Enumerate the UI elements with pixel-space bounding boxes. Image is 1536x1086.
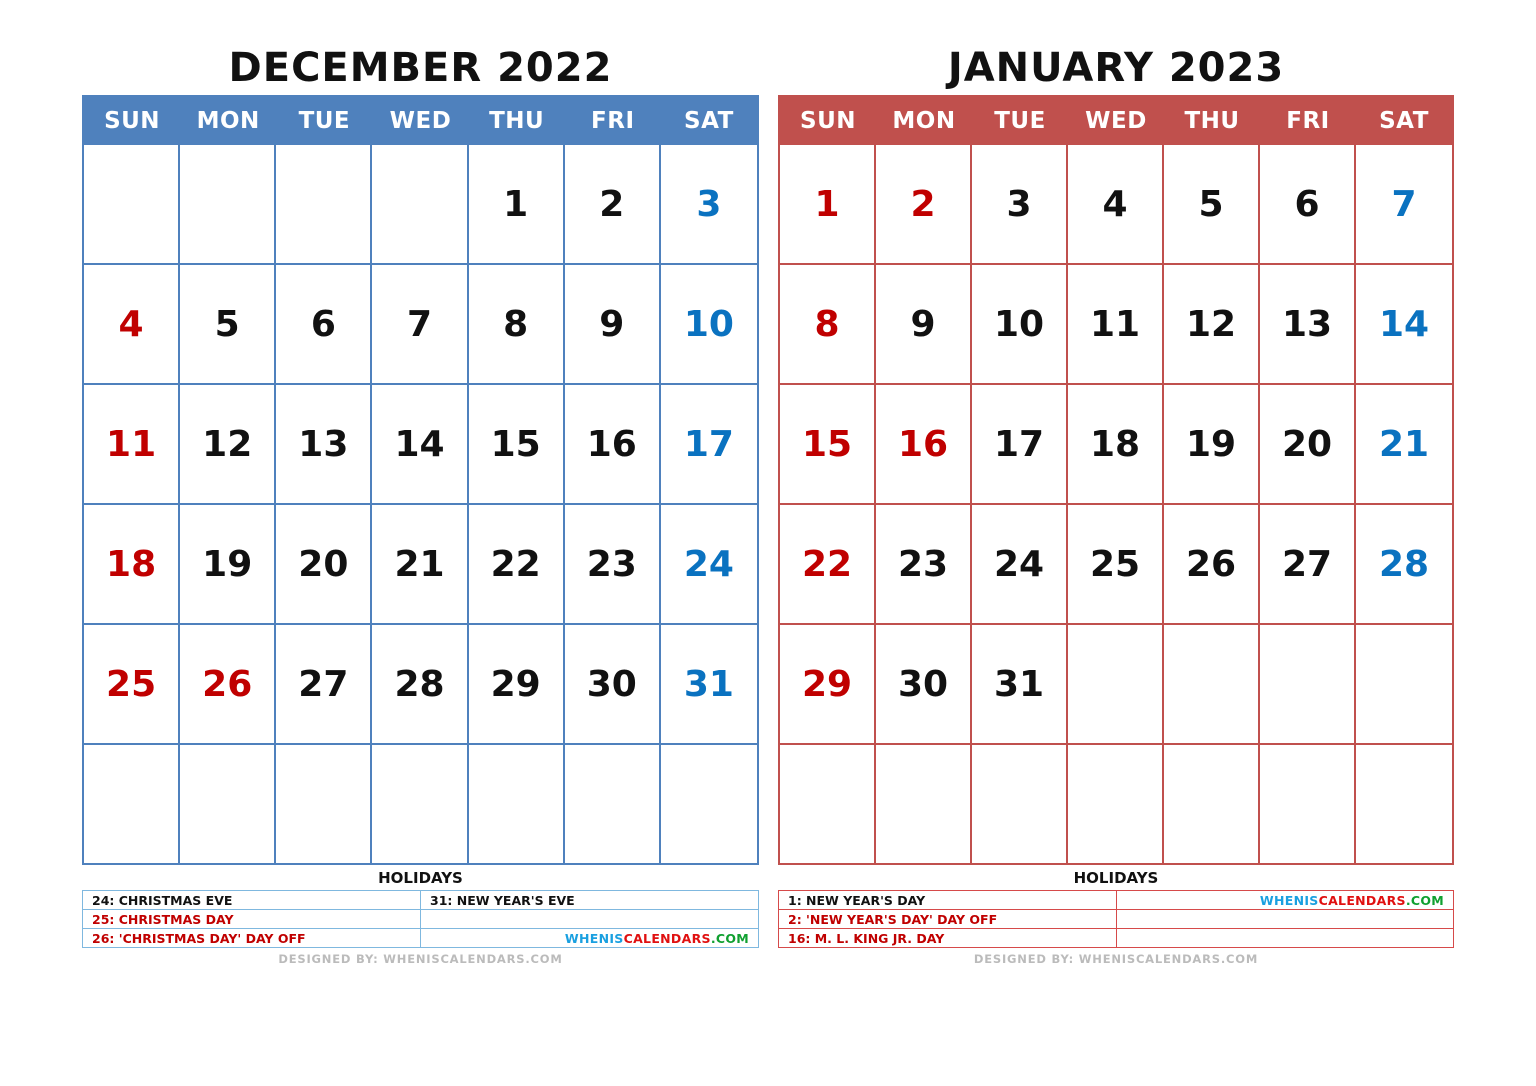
day-cell: 15	[469, 383, 565, 503]
day-cell: 23	[565, 503, 661, 623]
holiday-entry: 25: CHRISTMAS DAY	[83, 910, 421, 929]
holiday-empty	[1116, 910, 1454, 929]
holiday-row	[83, 929, 759, 948]
day-cell: 19	[180, 503, 276, 623]
day-cell: 15	[780, 383, 876, 503]
site-text-part: .COM	[710, 930, 749, 946]
empty-day-cell	[780, 743, 876, 863]
weekday-header	[84, 97, 757, 143]
weekday-fri: FRI	[591, 108, 635, 134]
day-cell: 21	[372, 503, 468, 623]
day-cell: 2	[876, 143, 972, 263]
day-cell: 10	[972, 263, 1068, 383]
day-cell: 30	[876, 623, 972, 743]
holidays-title: HOLIDAYS	[1073, 869, 1159, 887]
day-cell: 13	[276, 383, 372, 503]
day-cell: 5	[180, 263, 276, 383]
day-cell: 24	[661, 503, 757, 623]
empty-day-cell	[84, 143, 180, 263]
month-title: DECEMBER 2022	[228, 45, 613, 91]
day-cell: 2	[565, 143, 661, 263]
empty-day-cell	[180, 743, 276, 863]
weekday-sat: SAT	[1379, 108, 1429, 134]
empty-day-cell	[1260, 743, 1356, 863]
day-cell: 20	[1260, 383, 1356, 503]
day-cell: 6	[276, 263, 372, 383]
empty-day-cell	[1164, 743, 1260, 863]
empty-day-cell	[1068, 623, 1164, 743]
day-cell: 21	[1356, 383, 1452, 503]
weekday-thu: THU	[489, 108, 545, 134]
empty-day-cell	[565, 743, 661, 863]
empty-day-cell	[1260, 623, 1356, 743]
site-link-text	[1116, 891, 1454, 910]
day-cell: 7	[1356, 143, 1452, 263]
day-cell: 5	[1164, 143, 1260, 263]
day-cell: 11	[1068, 263, 1164, 383]
holiday-row	[83, 910, 759, 929]
designer-credit: DESIGNED BY: WHENISCALENDARS.COM	[973, 952, 1259, 966]
day-cell: 31	[972, 623, 1068, 743]
day-cell: 29	[780, 623, 876, 743]
day-cell: 27	[276, 623, 372, 743]
day-cell: 23	[876, 503, 972, 623]
day-cell: 27	[1260, 503, 1356, 623]
site-link-text	[421, 929, 759, 948]
empty-day-cell	[1356, 743, 1452, 863]
month-grid	[82, 95, 759, 865]
day-cell: 20	[276, 503, 372, 623]
holiday-row	[779, 910, 1454, 929]
day-cell: 14	[372, 383, 468, 503]
empty-day-cell	[84, 743, 180, 863]
day-cell: 9	[565, 263, 661, 383]
holiday-empty	[421, 910, 759, 929]
holiday-entry: 1: NEW YEAR'S DAY	[779, 891, 1117, 910]
month-grid	[778, 95, 1454, 865]
day-cell: 8	[469, 263, 565, 383]
weekday-mon: MON	[892, 108, 956, 134]
month-title: JANUARY 2023	[947, 45, 1285, 91]
days-grid	[84, 143, 757, 863]
day-cell: 16	[565, 383, 661, 503]
holidays-table	[82, 890, 759, 948]
day-cell: 3	[972, 143, 1068, 263]
empty-day-cell	[372, 743, 468, 863]
weekday-sun: SUN	[800, 108, 856, 134]
empty-day-cell	[1356, 623, 1452, 743]
day-cell: 4	[1068, 143, 1164, 263]
empty-day-cell	[1068, 743, 1164, 863]
day-cell: 22	[469, 503, 565, 623]
day-cell: 26	[180, 623, 276, 743]
day-cell: 25	[84, 623, 180, 743]
weekday-header	[780, 97, 1452, 143]
day-cell: 9	[876, 263, 972, 383]
empty-day-cell	[372, 143, 468, 263]
day-cell: 28	[1356, 503, 1452, 623]
site-text-part: .COM	[1405, 892, 1444, 908]
holiday-entry: 16: M. L. KING JR. DAY	[779, 929, 1117, 948]
day-cell: 17	[661, 383, 757, 503]
weekday-mon: MON	[196, 108, 260, 134]
day-cell: 29	[469, 623, 565, 743]
day-cell: 30	[565, 623, 661, 743]
holiday-row	[779, 891, 1454, 910]
empty-day-cell	[276, 143, 372, 263]
holidays-title: HOLIDAYS	[378, 869, 463, 887]
holiday-row	[779, 929, 1454, 948]
empty-day-cell	[180, 143, 276, 263]
weekday-fri: FRI	[1286, 108, 1330, 134]
day-cell: 18	[84, 503, 180, 623]
day-cell: 7	[372, 263, 468, 383]
day-cell: 13	[1260, 263, 1356, 383]
holiday-empty	[1116, 929, 1454, 948]
site-text-part: WHENIS	[564, 930, 624, 946]
weekday-sun: SUN	[104, 108, 161, 134]
designer-credit: DESIGNED BY: WHENISCALENDARS.COM	[278, 952, 563, 966]
empty-day-cell	[972, 743, 1068, 863]
day-cell: 25	[1068, 503, 1164, 623]
weekday-wed: WED	[389, 108, 452, 134]
holiday-entry: 24: CHRISTMAS EVE	[83, 891, 421, 910]
day-cell: 10	[661, 263, 757, 383]
holiday-entry: 31: NEW YEAR'S EVE	[421, 891, 759, 910]
day-cell: 3	[661, 143, 757, 263]
days-grid	[780, 143, 1452, 863]
empty-day-cell	[661, 743, 757, 863]
weekday-tue: TUE	[298, 108, 351, 134]
holiday-row	[83, 891, 759, 910]
weekday-thu: THU	[1184, 108, 1240, 134]
day-cell: 1	[469, 143, 565, 263]
day-cell: 26	[1164, 503, 1260, 623]
day-cell: 12	[180, 383, 276, 503]
empty-day-cell	[276, 743, 372, 863]
empty-day-cell	[1164, 623, 1260, 743]
site-text-part: CALENDARS	[1318, 892, 1406, 908]
day-cell: 18	[1068, 383, 1164, 503]
holiday-entry: 2: 'NEW YEAR'S DAY' DAY OFF	[779, 910, 1117, 929]
day-cell: 28	[372, 623, 468, 743]
site-text-part: CALENDARS	[623, 930, 711, 946]
day-cell: 14	[1356, 263, 1452, 383]
empty-day-cell	[469, 743, 565, 863]
day-cell: 16	[876, 383, 972, 503]
day-cell: 22	[780, 503, 876, 623]
day-cell: 4	[84, 263, 180, 383]
weekday-wed: WED	[1085, 108, 1147, 134]
day-cell: 6	[1260, 143, 1356, 263]
site-text-part: WHENIS	[1259, 892, 1319, 908]
day-cell: 11	[84, 383, 180, 503]
day-cell: 8	[780, 263, 876, 383]
empty-day-cell	[876, 743, 972, 863]
day-cell: 17	[972, 383, 1068, 503]
day-cell: 31	[661, 623, 757, 743]
holiday-entry: 26: 'CHRISTMAS DAY' DAY OFF	[83, 929, 421, 948]
holidays-table	[778, 890, 1454, 948]
weekday-tue: TUE	[994, 108, 1046, 134]
weekday-sat: SAT	[684, 108, 734, 134]
day-cell: 24	[972, 503, 1068, 623]
day-cell: 12	[1164, 263, 1260, 383]
day-cell: 19	[1164, 383, 1260, 503]
day-cell: 1	[780, 143, 876, 263]
